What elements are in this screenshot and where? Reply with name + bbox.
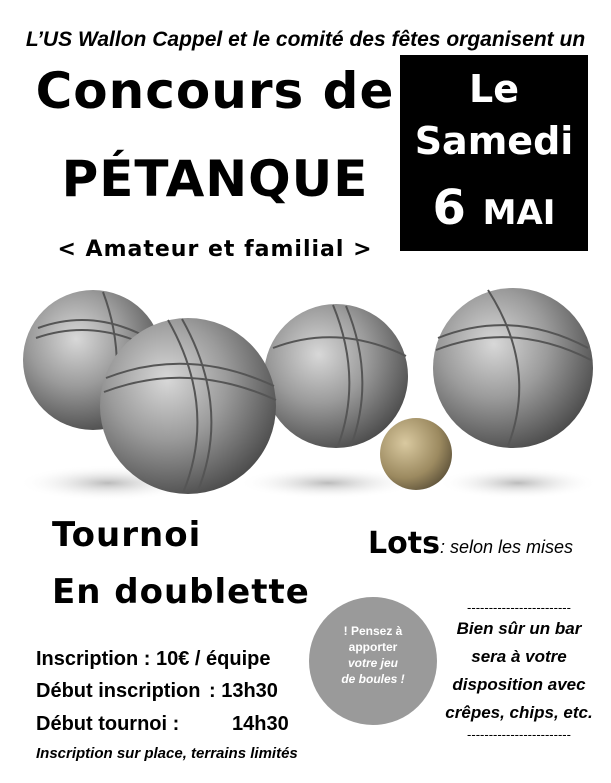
- tournament-start-time: 14h30: [232, 713, 289, 735]
- date-box: [400, 55, 588, 251]
- inscription-start-label: Début inscription: [36, 680, 201, 702]
- title-line-1: Concours de: [35, 62, 395, 120]
- date-day-month: [400, 180, 588, 236]
- reminder-line-4: de boules !: [341, 672, 405, 686]
- boule-4: [433, 288, 593, 448]
- date-day-number: 6: [432, 180, 466, 236]
- reminder-bubble: [309, 597, 437, 725]
- reminder-line-3: votre jeu: [347, 656, 398, 670]
- inscription-start-time: : 13h30: [209, 680, 278, 702]
- date-le: Le: [469, 67, 519, 111]
- cochonnet: [380, 418, 452, 490]
- title-line-2: PÉTANQUE: [61, 150, 369, 208]
- inscription-note: Inscription sur place, terrains limités: [36, 745, 298, 762]
- boule-3: [264, 304, 408, 448]
- tournament-line-2: En doublette: [52, 572, 310, 612]
- prizes-text: : selon les mises: [439, 537, 573, 557]
- intro-line: L’US Wallon Cappel et le comité des fêtes organisent un: [25, 28, 586, 51]
- bar-line-1: Bien sûr un bar: [456, 619, 582, 638]
- bar-line-4: crêpes, chips, etc.: [445, 703, 593, 722]
- reminder-line-1: ! Pensez à: [343, 624, 403, 638]
- date-month: MAI: [482, 193, 556, 233]
- tournament-start: [36, 713, 289, 736]
- inscription-fee: Inscription : 10€ / équipe: [36, 648, 271, 670]
- prizes-label: Lots: [368, 526, 440, 561]
- tournament-line-1: Tournoi: [52, 515, 202, 555]
- date-weekday: Samedi: [414, 119, 574, 163]
- bar-separator-bottom: ------------------------: [467, 727, 571, 742]
- prizes: [368, 526, 573, 561]
- bar-line-3: disposition avec: [452, 675, 586, 694]
- tournament-start-label: Début tournoi :: [36, 713, 180, 735]
- inscription-start: [36, 680, 278, 703]
- boule-2: [100, 318, 276, 494]
- bar-separator-top: ------------------------: [467, 600, 571, 615]
- petanque-balls-image: [18, 268, 598, 518]
- reminder-line-2: apporter: [348, 640, 398, 654]
- bar-announcement: [440, 600, 598, 742]
- subtitle: < Amateur et familial >: [57, 237, 373, 262]
- bar-line-2: sera à votre: [471, 647, 567, 666]
